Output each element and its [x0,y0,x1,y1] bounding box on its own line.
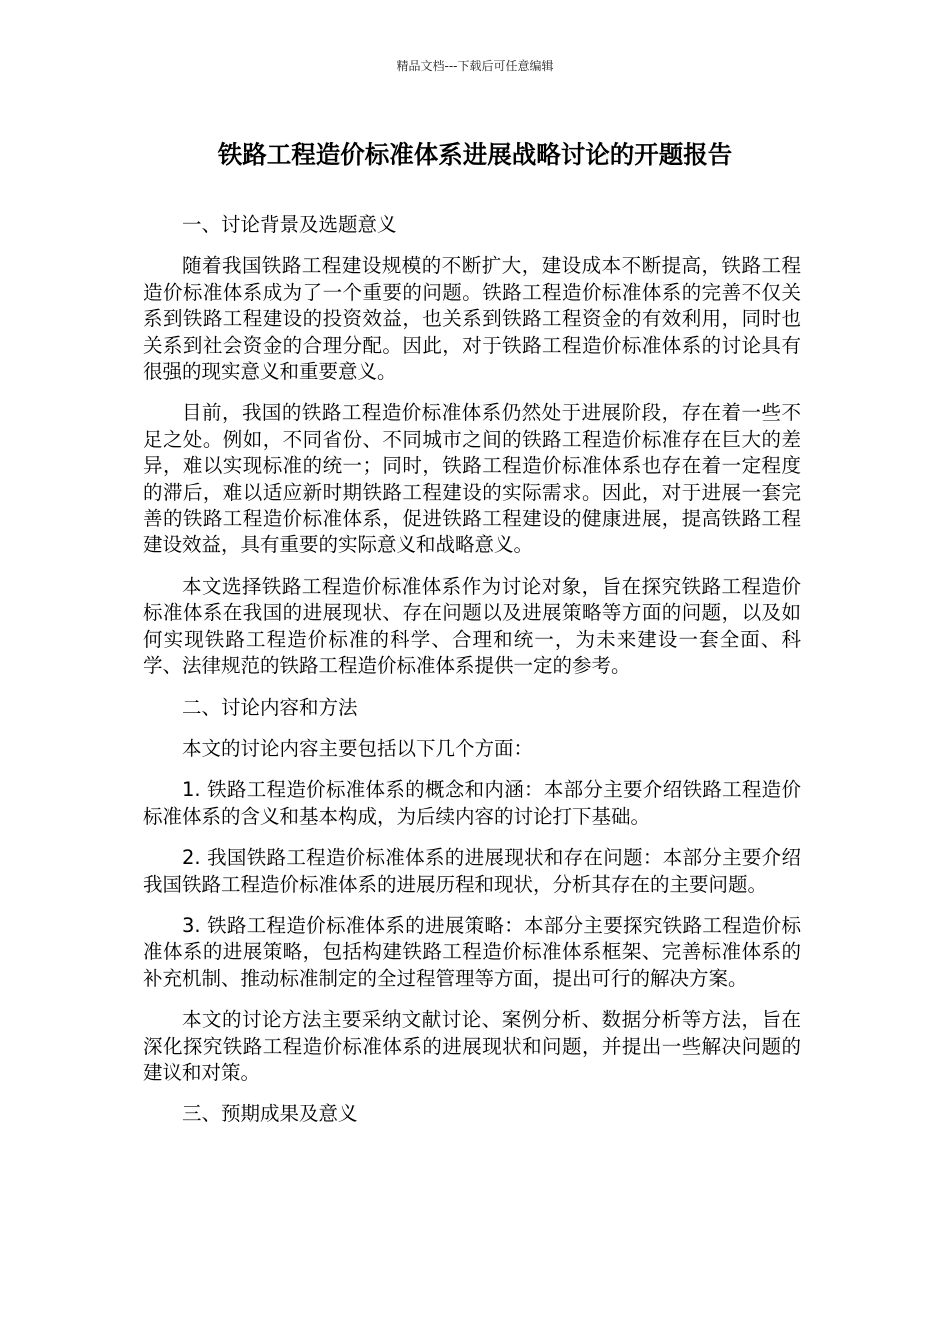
list-item-content-2: 2. 我国铁路工程造价标准体系的进展现状和存在问题：本部分主要介绍我国铁路工程造价标准体系的进展历程和现状，分析其存在的主要问题。 [143,846,801,896]
paragraph-background-1: 随着我国铁路工程建设规模的不断扩大，建设成本不断提高，铁路工程造价标准体系成为了一个重要的问题。铁路工程造价标准体系的完善不仅关系到铁路工程建设的投资效益，也关系到铁路工程资金的有效利用，同时也关系到社会资金的合理分配。因此，对于铁路工程造价标准体系的讨论具有很强的现实意义和重要意义。 [143,254,801,384]
paragraph-method: 本文的讨论方法主要采纳文献讨论、案例分析、数据分析等方法，旨在深化探究铁路工程造价标准体系的进展现状和问题，并提出一些解决问题的建议和对策。 [143,1008,801,1084]
document-body [143,212,801,1143]
list-item-content-3: 3. 铁路工程造价标准体系的进展策略：本部分主要探究铁路工程造价标准体系的进展策略，包括构建铁路工程造价标准体系框架、完善标准体系的补充机制、推动标准制定的全过程管理等方面，提出可行的解决方案。 [143,913,801,990]
list-item-content-1: 1. 铁路工程造价标准体系的概念和内涵：本部分主要介绍铁路工程造价标准体系的含义和基本构成，为后续内容的讨论打下基础。 [143,778,801,828]
document-title: 铁路工程造价标准体系进展战略讨论的开题报告 [217,140,733,169]
section-heading-background: 一、讨论背景及选题意义 [182,213,397,236]
section-heading-expected-results: 三、预期成果及意义 [182,1102,358,1126]
header-note: 精品文档---下载后可任意编辑 [396,59,554,73]
paragraph-content-intro: 本文的讨论内容主要包括以下几个方面： [182,736,534,760]
paragraph-background-3: 本文选择铁路工程造价标准体系作为讨论对象，旨在探究铁路工程造价标准体系在我国的进展现状、存在问题以及进展策略等方面的问题，以及如何实现铁路工程造价标准的科学、合理和统一，为未来建设一套全面、科学、法律规范的铁路工程造价标准体系提供一定的参考。 [143,574,801,678]
paragraph-background-2: 目前，我国的铁路工程造价标准体系仍然处于进展阶段，存在着一些不足之处。例如，不同省份、不同城市之间的铁路工程造价标准存在巨大的差异，难以实现标准的统一；同时，铁路工程造价标准体系也存在着一定程度的滞后，难以适应新时期铁路工程建设的实际需求。因此，对于进展一套完善的铁路工程造价标准体系，促进铁路工程建设的健康进展，提高铁路工程建设效益，具有重要的实际意义和战略意义。 [143,401,801,557]
section-heading-content-method: 二、讨论内容和方法 [182,695,358,719]
